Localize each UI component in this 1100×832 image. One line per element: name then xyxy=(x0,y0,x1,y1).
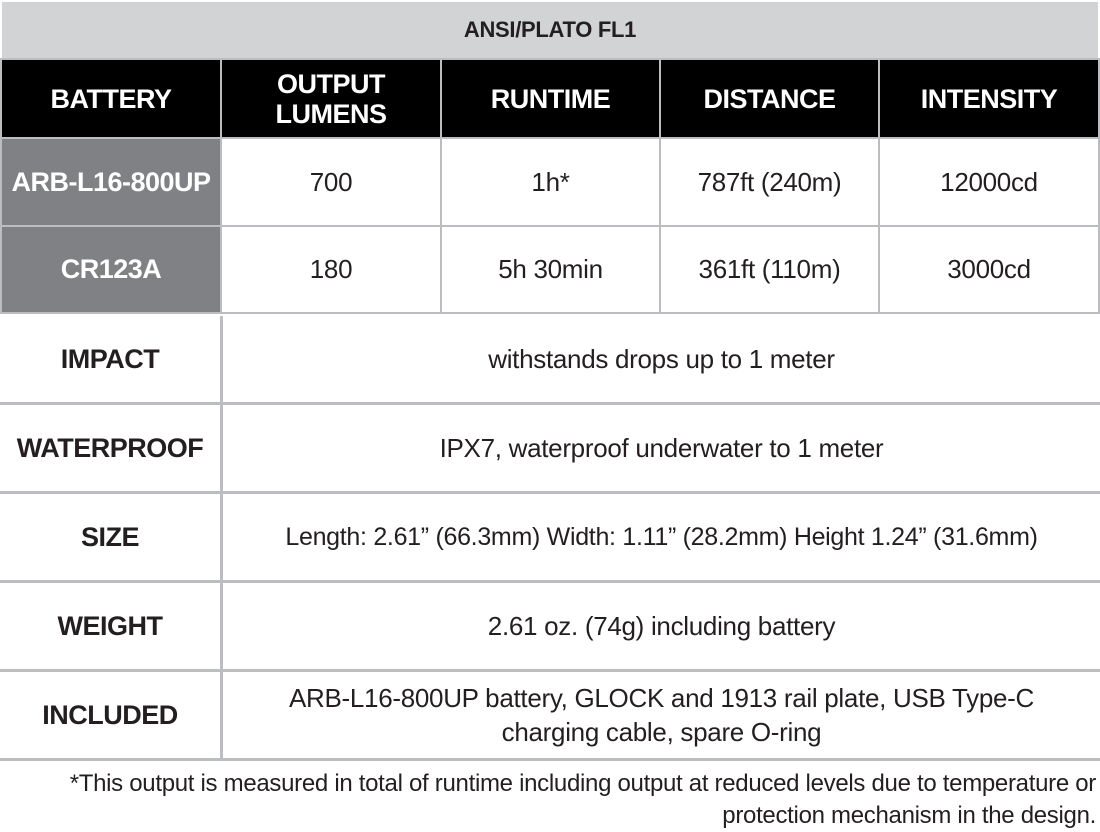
column-header-output-lumens xyxy=(222,60,440,137)
spec-label: SIZE xyxy=(0,494,223,580)
spec-value-line1: ARB-L16-800UP battery, GLOCK and 1913 rail plate, USB Type-C xyxy=(288,683,1035,713)
table-row xyxy=(2,227,1098,312)
column-header-distance: DISTANCE xyxy=(661,60,878,137)
battery-cell: CR123A xyxy=(2,227,220,312)
spec-row-impact xyxy=(0,316,1100,405)
footnote-line2: protection mechanism in the design. xyxy=(722,802,1096,829)
output-cell: 180 xyxy=(222,227,440,312)
spec-list xyxy=(0,316,1100,761)
spec-row-size xyxy=(0,494,1100,583)
column-header-runtime: RUNTIME xyxy=(442,60,659,137)
spec-value-line2: charging cable, spare O-ring xyxy=(501,717,822,747)
distance-cell: 361ft (110m) xyxy=(661,227,878,312)
header-row xyxy=(2,60,1098,137)
intensity-cell: 12000cd xyxy=(880,139,1098,225)
spec-value xyxy=(223,672,1100,758)
spec-value: Length: 2.61” (66.3mm) Width: 1.11” (28.2mm) Height 1.24” (31.6mm) xyxy=(285,523,1038,551)
spec-label: WATERPROOF xyxy=(0,405,223,491)
spec-value: withstands drops up to 1 meter xyxy=(488,344,835,374)
spec-row-included xyxy=(0,672,1100,761)
battery-cell: ARB-L16-800UP xyxy=(2,139,220,225)
runtime-cell: 1h* xyxy=(442,139,659,225)
table-title: ANSI/PLATO FL1 xyxy=(2,2,1098,58)
spec-label: INCLUDED xyxy=(0,672,223,758)
spec-row-waterproof xyxy=(0,405,1100,494)
footnote-line1: *This output is measured in total of runtime including output at reduced levels due to temperature or xyxy=(69,770,1096,797)
performance-table xyxy=(0,58,1100,314)
spec-value: 2.61 oz. (74g) including battery xyxy=(487,611,836,641)
spec-value: IPX7, waterproof underwater to 1 meter xyxy=(439,433,884,463)
runtime-cell: 5h 30min xyxy=(442,227,659,312)
table-row xyxy=(2,139,1098,225)
spec-row-weight xyxy=(0,583,1100,672)
spec-label: IMPACT xyxy=(0,316,223,402)
column-header-intensity: INTENSITY xyxy=(880,60,1098,137)
column-header-battery: BATTERY xyxy=(2,60,220,137)
output-cell: 700 xyxy=(222,139,440,225)
spec-label: WEIGHT xyxy=(0,583,223,669)
column-header-output-line2: LUMENS xyxy=(275,98,387,129)
column-header-output-line1: OUTPUT xyxy=(277,68,385,99)
distance-cell: 787ft (240m) xyxy=(661,139,878,225)
intensity-cell: 3000cd xyxy=(880,227,1098,312)
footnote xyxy=(6,768,1096,832)
